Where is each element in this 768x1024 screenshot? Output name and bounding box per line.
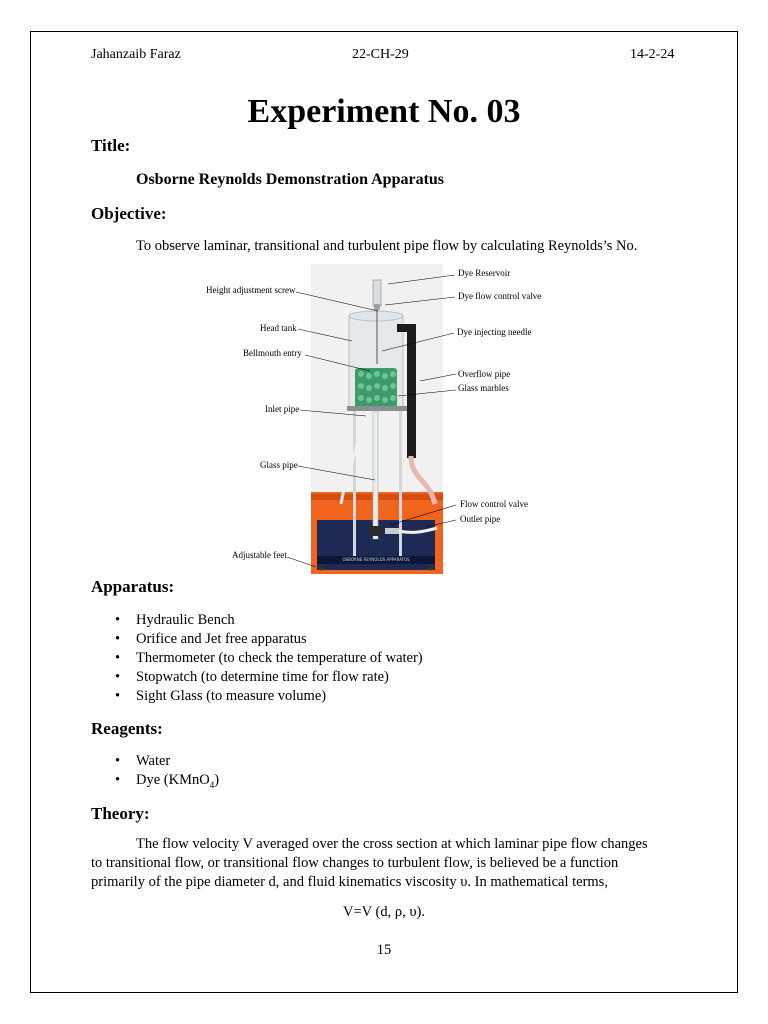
label-glass-pipe: Glass pipe — [260, 460, 298, 470]
theory-paragraph — [91, 835, 671, 892]
objective-heading: Objective: — [91, 204, 167, 223]
reagents-heading: Reagents: — [91, 719, 163, 738]
label-head-tank: Head tank — [260, 323, 297, 333]
list-item: • Hydraulic Bench — [115, 612, 235, 628]
apparatus-name: Osborne Reynolds Demonstration Apparatus — [136, 171, 445, 188]
label-adjustable-feet: Adjustable feet — [232, 550, 287, 560]
list-item: • Orifice and Jet free apparatus — [115, 631, 307, 647]
label-height-adjustment-screw: Height adjustment screw — [206, 285, 296, 295]
label-dye-flow-control-valve: Dye flow control valve — [458, 291, 542, 301]
label-dye-injecting-needle: Dye injecting needle — [457, 327, 532, 337]
reagents-list — [91, 752, 219, 790]
page-number: 15 — [376, 942, 392, 958]
theory-heading: Theory: — [91, 804, 150, 823]
objective-text: To observe laminar, transitional and turbulent pipe flow by calculating Reynolds’s No. — [136, 238, 638, 254]
experiment-title: Experiment No. 03 — [247, 93, 521, 130]
equation: V=V (d, ρ, υ). — [343, 904, 425, 920]
title-heading: Title: — [91, 136, 131, 155]
apparatus-heading: Apparatus: — [91, 577, 175, 596]
label-inlet-pipe: Inlet pipe — [265, 404, 300, 414]
label-dye-reservoir: Dye Reservoir — [458, 268, 511, 278]
list-item: • Water — [115, 753, 171, 769]
header-date: 14-2-24 — [630, 47, 675, 62]
apparatus-list — [91, 611, 423, 706]
list-item: • Dye (KMnO$_4$) — [115, 772, 220, 790]
apparatus-photo — [311, 264, 443, 574]
label-outlet-pipe: Outlet pipe — [460, 514, 501, 524]
plate-text: OSBORNE REYNOLDS APPARATUS — [342, 557, 410, 562]
list-item: • Stopwatch (to determine time for flow rate) — [115, 669, 389, 685]
list-item: • Thermometer (to check the temperature of water) — [115, 650, 423, 666]
theory-line: The flow velocity V averaged over the cross section at which laminar pipe flow changes — [136, 836, 648, 852]
theory-line: to transitional flow, or transitional flow changes to turbulent flow, is believed be a function — [91, 855, 619, 871]
header-author: Jahanzaib Faraz — [91, 47, 181, 62]
theory-line: primarily of the pipe diameter d, and fluid kinematics viscosity υ. In mathematical terms, — [91, 874, 608, 890]
label-glass-marbles: Glass marbles — [458, 383, 509, 393]
list-item: • Sight Glass (to measure volume) — [115, 688, 327, 704]
header-roll-number: 22-CH-29 — [352, 47, 409, 62]
label-flow-control-valve: Flow control valve — [460, 499, 528, 509]
label-bellmouth-entry: Bellmouth entry — [243, 348, 302, 358]
label-overflow-pipe: Overflow pipe — [458, 369, 511, 379]
